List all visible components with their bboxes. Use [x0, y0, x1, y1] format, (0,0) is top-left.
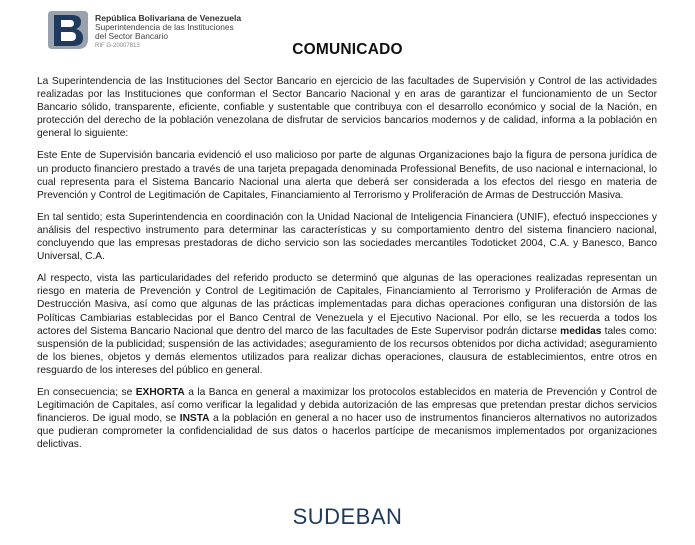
communique-body [37, 75, 657, 460]
paragraph-4-text-b: tales como: suspensión de la publicidad; suspensión de las actividades; aseguramiento de los recursos obtenidos por dicha actividad; aseguramiento de los bienes, objetos y demás elementos utilizados para realizar dichas operaciones, clausura de establecimientos, entre otros en resguardo de los intereses del público en general. [37, 325, 657, 376]
superintendency-name: Superintendencia de las Instituciones [95, 22, 234, 32]
paragraph-5-text-c: a la población en general a no hacer uso de instrumentos financieros alternativos no autorizados que pudieran comprometer la confidencialidad de sus datos o hacerlos partícipe de mecanismos implementados por organizaciones delictivas. [37, 413, 658, 451]
paragraph-4-bold: medidas [560, 325, 602, 337]
page-title: COMUNICADO [292, 41, 403, 58]
sector-name: del Sector Bancario [95, 31, 169, 41]
paragraph-2: Este Ente de Supervisión bancaria evidenció el uso malicioso por parte de algunas Organizaciones bajo la figura de persona jurídica de un producto financiero prestado a través de una tarjeta prepagada denominada Professional Benefits, de uso nacional e internacional, lo cual representa para el Sistema Bancario Nacional una alerta que deberá ser considerada a los efectos del riesgo en materia de Prevención y Control de Legitimación de Capitales, Financiamiento al Terrorismo y Proliferación de Armas de Destrucción Masiva. [37, 150, 657, 201]
republic-name: República Bolivariana de Venezuela [95, 13, 242, 23]
paragraph-5-text-b: a la Banca en general a maximizar los protocolos establecidos en materia de Prevención y Control de Legitimación de Capitales, así como verificar la legalidad y debida autorización de las empresas que pretendan prestar dichos servicios financieros. De igual modo, se [37, 386, 657, 425]
paragraph-5-text-a: En consecuencia; se [37, 386, 136, 398]
paragraph-1: La Superintendencia de las Instituciones del Sector Bancario en ejercicio de las facultades de Supervisión y Control de las actividades realizadas por las Instituciones que conforman el Sector Bancario Nacional y en aras de garantizar el funcionamiento de un Sector Bancario sólido, transparente, eficiente, confiable y sustentable que contribuya con el desarrollo económico y social de la Nación, en protección del derecho de la población venezolana de disfrutar de servicios bancarios modernos y de calidad, informa a la población en general lo siguiente: [37, 76, 657, 140]
paragraph-4 [37, 272, 657, 377]
paragraph-5-bold-insta: INSTA [179, 413, 210, 425]
rif-number: RIF G-20007813 [95, 43, 140, 49]
paragraph-5-bold-exhorta: EXHORTA [135, 386, 185, 398]
paragraph-3: En tal sentido; esta Superintendencia en coordinación con la Unidad Nacional de Inteligencia Financiera (UNIF), efectuó inspecciones y análisis del respectivo instrumento para determinar las características y su comportamiento dentro del sistema financiero nacional, concluyendo que las empresas prestadoras de dicho servicio son las sociedades mercantiles Todoticket 2004, C.A. y Banesco, Banco Universal, C.A. [37, 211, 657, 263]
footer-signature: SUDEBAN [292, 504, 403, 529]
paragraph-4-text-a: Al respecto, vista las particularidades del referido producto se determinó que algunas de las operaciones realizadas representan un riesgo en materia de Prevención y Control de Legitimación de Capitales, Financiamiento al Terrorismo y Proliferación de Armas de Destrucción Masiva, así como que algunas de las prácticas implementadas para dichas operaciones configuran una distorsión de las Políticas Cambiarias establecidas por el Banco Central de Venezuela y el Ejecutivo Nacional. Por ello, se les recuerda a todos los actores del Sistema Bancario Nacional que dentro del marco de las facultades de Este Supervisor podrán dictarse [37, 273, 657, 337]
paragraph-5 [37, 386, 657, 451]
